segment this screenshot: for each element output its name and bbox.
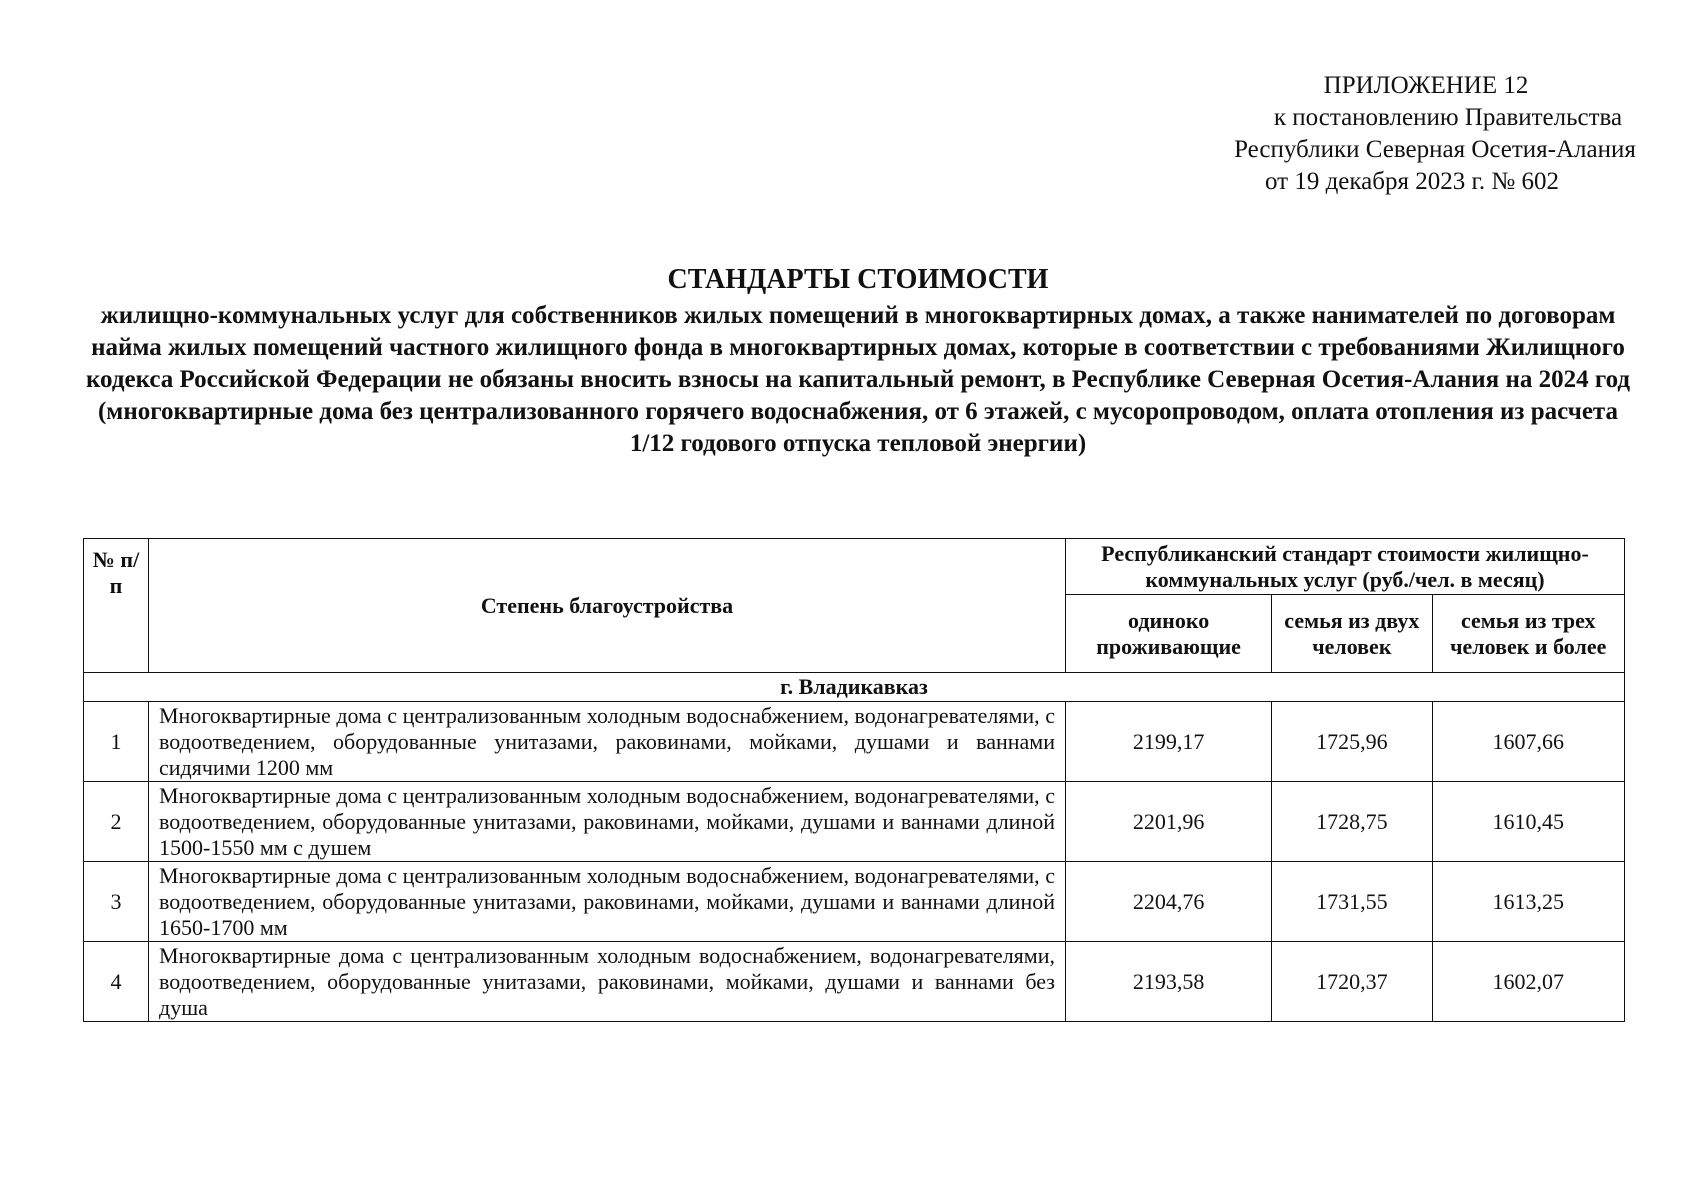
document-note: (многоквартирные дома без централизованного горячего водоснабжения, от 6 этажей, с мусоропроводом, оплата отопления из расчета 1/12 годового отпуска тепловой энергии) (97, 398, 1619, 457)
row-value-two: 1731,55 (1272, 862, 1432, 942)
row-value-single: 2199,17 (1066, 702, 1272, 782)
table-row (84, 862, 1625, 942)
region-name: г. Владикавказ (84, 673, 1625, 702)
header-group: Республиканский стандарт стоимости жилищно-коммунальных услуг (руб./чел. в месяц) (1066, 539, 1625, 595)
table-row (84, 782, 1625, 862)
row-number: 4 (84, 942, 149, 1022)
row-description: Многоквартирные дома с централизованным холодным водоснабжением, водонагревателями, водоотведением, оборудованные унитазами, раковинами, мойками, душами и ваннами без душа (149, 942, 1066, 1022)
row-value-three: 1602,07 (1432, 942, 1625, 1022)
document-subtitle: жилищно-коммунальных услуг для собственников жилых помещений в многоквартирных домах, а также нанимателей по договорам найма жилых помещений частного жилищного фонда в многоквартирных домах, которые в соответствии с требованиями Жилищного кодекса Российской Федерации не обязаны вносить взносы на капитальный ремонт, в Республике Северная Осетия-Алания на 2024 год (85, 302, 1631, 393)
table-header-row (84, 539, 1625, 595)
header-degree: Степень благоустройства (149, 539, 1066, 673)
row-value-single: 2201,96 (1066, 782, 1272, 862)
appendix-resolution: к постановлению Правительства (1273, 104, 1623, 131)
appendix-date: от 19 декабря 2023 г. № 602 (1264, 168, 1560, 195)
header-number: № п/п (84, 539, 149, 673)
header-three: семья из трех человек и более (1432, 595, 1625, 673)
row-value-single: 2204,76 (1066, 862, 1272, 942)
region-row (84, 673, 1625, 702)
row-value-single: 2193,58 (1066, 942, 1272, 1022)
cost-standards-table (83, 538, 1625, 1022)
table-row (84, 942, 1625, 1022)
header-single: одиноко проживающие (1066, 595, 1272, 673)
appendix-number: ПРИЛОЖЕНИЕ 12 (1323, 72, 1529, 99)
row-description: Многоквартирные дома с централизованным холодным водоснабжением, водонагревателями, с водоотведением, оборудованные унитазами, раковинами, мойками, душами и ваннами сидячими 1200 мм (149, 702, 1066, 782)
row-number: 3 (84, 862, 149, 942)
row-value-two: 1725,96 (1272, 702, 1432, 782)
row-description: Многоквартирные дома с централизованным холодным водоснабжением, водонагревателями, с водоотведением, оборудованные унитазами, раковинами, мойками, душами и ваннами длиной 1650-1700 мм (149, 862, 1066, 942)
row-number: 2 (84, 782, 149, 862)
table-row (84, 702, 1625, 782)
row-value-three: 1607,66 (1432, 702, 1625, 782)
row-value-two: 1728,75 (1272, 782, 1432, 862)
header-two: семья из двух человек (1272, 595, 1432, 673)
document-title-block (80, 262, 1636, 460)
row-number: 1 (84, 702, 149, 782)
appendix-header (1176, 70, 1636, 198)
row-description: Многоквартирные дома с централизованным холодным водоснабжением, водонагревателями, с водоотведением, оборудованные унитазами, раковинами, мойками, душами и ваннами длиной 1500-1550 мм с душем (149, 782, 1066, 862)
document-title: СТАНДАРТЫ СТОИМОСТИ (667, 264, 1049, 295)
appendix-republic: Республики Северная Осетия-Алания (1234, 136, 1636, 163)
row-value-three: 1610,45 (1432, 782, 1625, 862)
row-value-three: 1613,25 (1432, 862, 1625, 942)
row-value-two: 1720,37 (1272, 942, 1432, 1022)
